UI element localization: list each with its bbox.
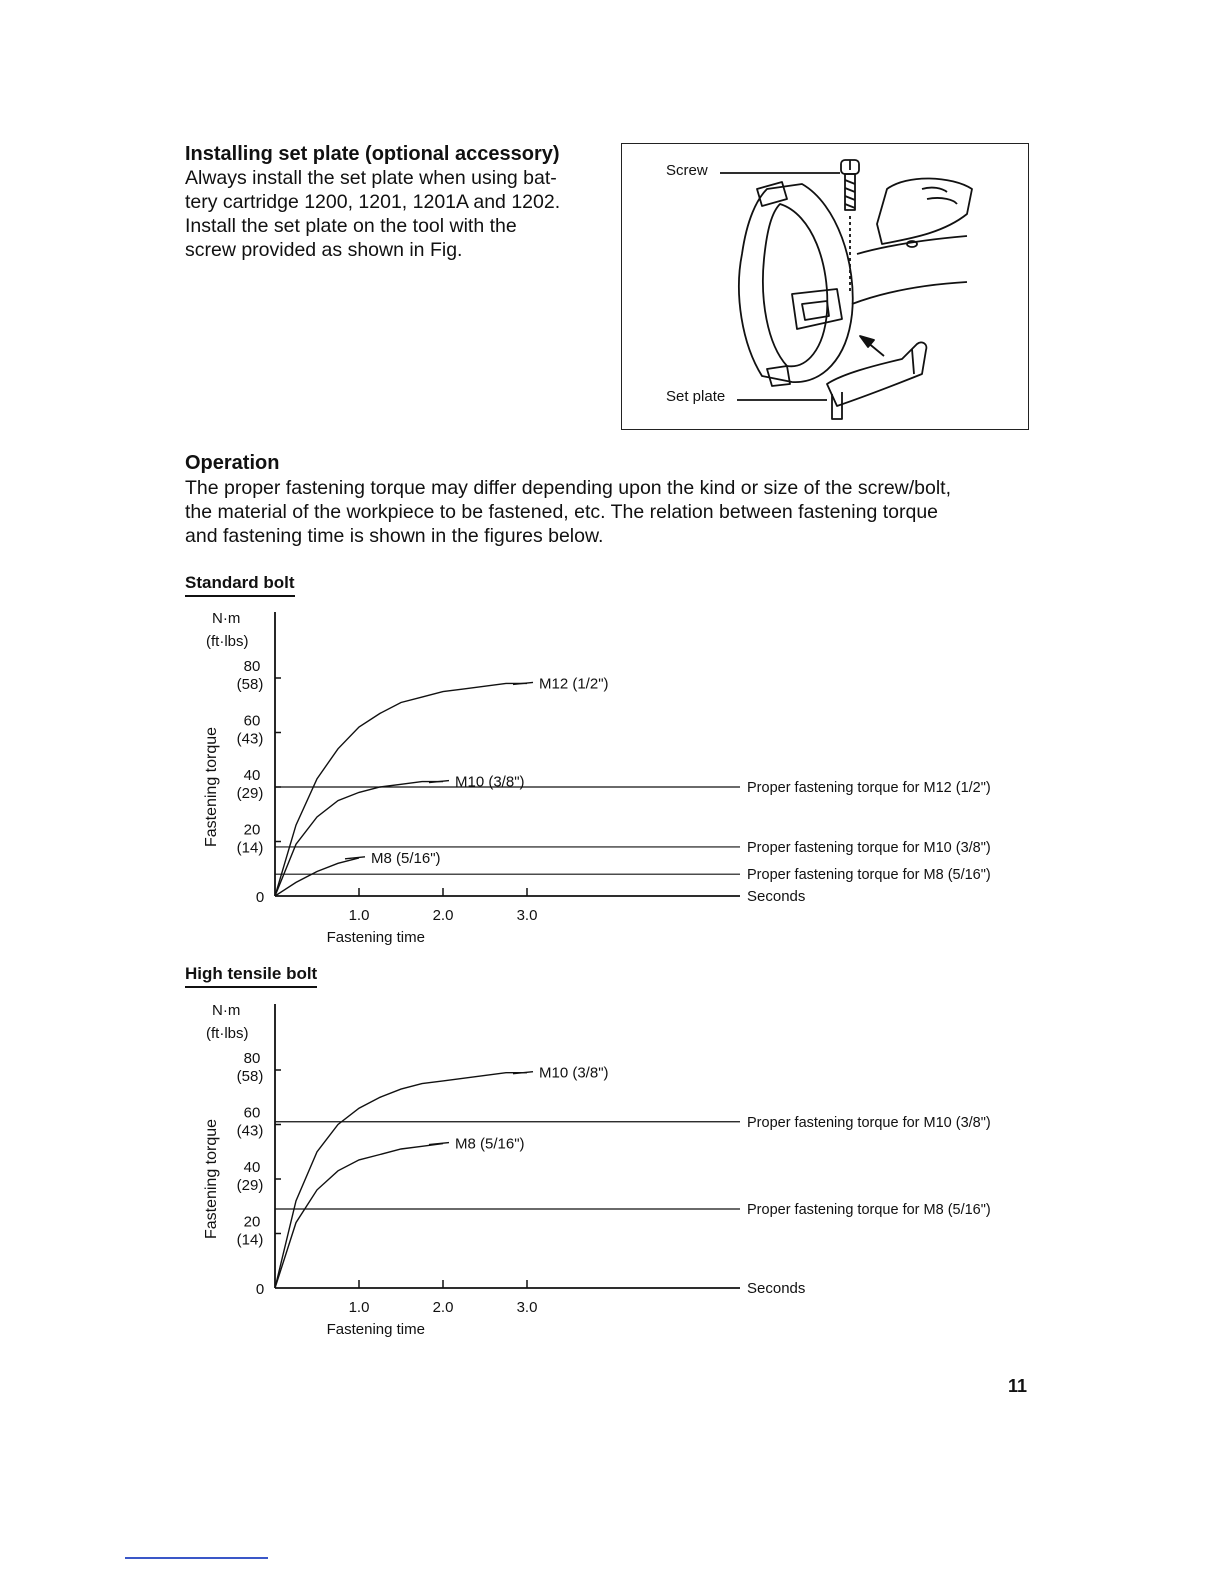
- tool-drawing: [622, 144, 1028, 429]
- series-label-leader: [429, 781, 449, 783]
- install-line: screw provided as shown in Fig.: [185, 239, 463, 261]
- high-tensile-bolt-chart: [0, 982, 1224, 1352]
- operation-line: and fastening time is shown in the figures below.: [185, 525, 604, 547]
- series-label: M8 (5/16"): [455, 1135, 525, 1153]
- x-unit-label: Seconds: [747, 888, 806, 905]
- standard-bolt-chart: [0, 590, 1224, 960]
- y-tick-sublabel: (58): [236, 1068, 264, 1085]
- chart-title-high-tensile: High tensile bolt: [185, 964, 317, 988]
- series-label-leader: [429, 1143, 449, 1145]
- y-tick-label: 60: [243, 1104, 261, 1122]
- install-line: tery cartridge 1200, 1201, 1201A and 1202.: [185, 191, 561, 213]
- x-tick-label: 3.0: [516, 907, 538, 924]
- y-tick-label: 0: [255, 1281, 265, 1298]
- reference-line-label: Proper fastening torque for M8 (5/16"): [747, 867, 991, 884]
- series-label: M12 (1/2"): [539, 675, 609, 693]
- y-tick-label: 80: [243, 1050, 261, 1067]
- y-unit-label: N·m: [212, 1002, 241, 1019]
- insert-arrow-icon: [860, 336, 884, 356]
- x-tick-label: 2.0: [432, 1299, 454, 1316]
- y-tick-sublabel: (29): [236, 1177, 264, 1194]
- y-tick-sublabel: (29): [236, 785, 264, 802]
- y-tick-label: 20: [243, 821, 261, 839]
- series-label: M10 (3/8"): [455, 773, 525, 791]
- series-line: [275, 1073, 527, 1288]
- x-tick-label: 1.0: [348, 1299, 370, 1316]
- chart-title-standard: Standard bolt: [185, 573, 295, 597]
- reference-line-label: Proper fastening torque for M10 (3/8"): [747, 1114, 991, 1131]
- operation-line: the material of the workpiece to be fastened, etc. The relation between fastening torque: [185, 501, 939, 523]
- x-axis-title: Fastening time: [326, 1321, 425, 1338]
- reference-line-label: Proper fastening torque for M8 (5/16"): [747, 1201, 991, 1218]
- x-tick-label: 2.0: [432, 907, 454, 924]
- install-line: Always install the set plate when using bat-: [185, 167, 557, 189]
- series-label: M8 (5/16"): [371, 849, 441, 867]
- y-tick-label: 0: [255, 889, 265, 906]
- y-unit-label: N·m: [212, 610, 241, 627]
- y-tick-label: 20: [243, 1213, 261, 1231]
- y-tick-label: 40: [243, 767, 261, 784]
- y-tick-label: 40: [243, 1159, 261, 1176]
- y-tick-label: 80: [243, 658, 261, 675]
- series-label: M10 (3/8"): [539, 1064, 609, 1082]
- y-tick-sublabel: (43): [236, 730, 264, 748]
- set-plate-label: Set plate: [666, 388, 726, 405]
- section-heading-operation: Operation: [185, 452, 280, 474]
- series-label-leader: [345, 857, 365, 859]
- y-unit-label: (ft·lbs): [206, 633, 249, 650]
- series-line: [275, 1144, 443, 1288]
- y-tick-sublabel: (14): [236, 1231, 264, 1249]
- reference-line-label: Proper fastening torque for M10 (3/8"): [747, 839, 991, 856]
- section-heading-install: Installing set plate (optional accessory): [185, 143, 560, 165]
- set-plate-icon: [827, 342, 926, 419]
- series-line: [275, 782, 443, 896]
- y-tick-sublabel: (14): [236, 839, 264, 857]
- operation-paragraph: [185, 476, 1045, 548]
- x-tick-label: 1.0: [348, 907, 370, 924]
- install-line: Install the set plate on the tool with the: [185, 215, 517, 237]
- y-tick-sublabel: (58): [236, 676, 264, 693]
- y-unit-label: (ft·lbs): [206, 1025, 249, 1042]
- footer-rule: [125, 1557, 268, 1559]
- screw-icon: [841, 160, 859, 294]
- y-tick-sublabel: (43): [236, 1122, 264, 1140]
- x-unit-label: Seconds: [747, 1280, 806, 1297]
- operation-line: The proper fastening torque may differ depending upon the kind or size of the screw/bolt,: [185, 477, 952, 499]
- y-axis-title: Fastening torque: [203, 1118, 220, 1240]
- y-tick-label: 60: [243, 712, 261, 730]
- page-number: 11: [1008, 1376, 1028, 1396]
- reference-line-label: Proper fastening torque for M12 (1/2"): [747, 780, 991, 796]
- install-paragraph: [185, 166, 605, 262]
- y-axis-title: Fastening torque: [203, 726, 220, 848]
- x-tick-label: 3.0: [516, 1299, 538, 1316]
- screw-label: Screw: [666, 162, 708, 179]
- x-axis-title: Fastening time: [326, 929, 425, 946]
- set-plate-figure: [621, 143, 1029, 430]
